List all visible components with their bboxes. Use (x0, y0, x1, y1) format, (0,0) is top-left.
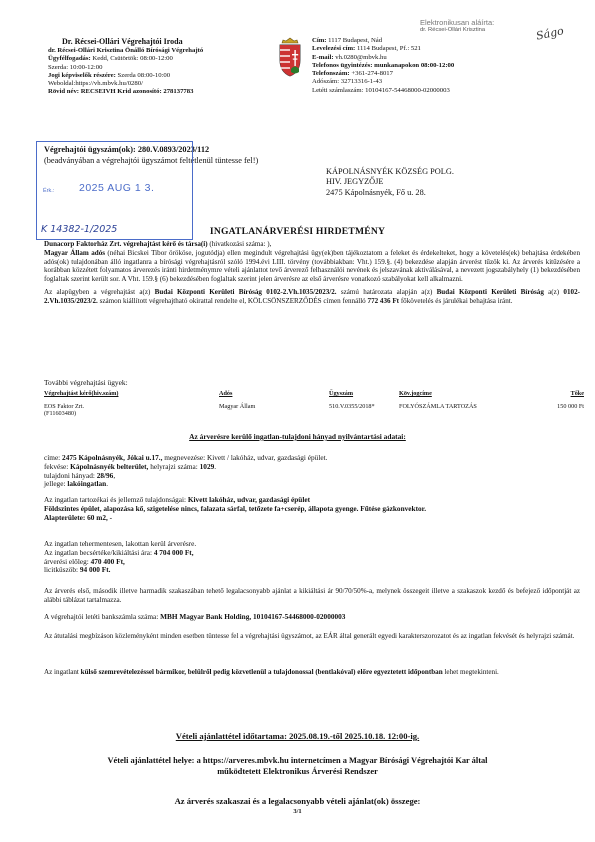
short-name: Rövid név: RECSEIVH Krid azonosító: 278137783 (48, 88, 194, 96)
property-heading: Az árverésre kerülő ingatlan-tulajdoni hányad nyilvántartási adatai: (189, 432, 406, 441)
property-details (44, 496, 580, 522)
phone-hours: Telefonos ügyintézés: munkanapokon 08:00-12:00 (312, 61, 455, 69)
property-share: tulajdoni hányad: 28/96, (44, 470, 116, 480)
case-instruction: (beadványában a végrehajtói ügyszámot feltétlenül tüntesse fel!) (44, 155, 259, 165)
page-number: 3/1 (293, 808, 302, 815)
deposit-account: Letéti számlaszám: 10104167-54468000-02000003 (312, 86, 450, 94)
creditor-cell: EOS Faktor Zrt. (44, 403, 85, 410)
stages-heading: Az árverés szakaszai és a legalacsonyabb vételi ajánlat(ok) összege: (174, 796, 421, 806)
recipient-line-2: HIV. JEGYZŐJE (326, 177, 384, 187)
esign-name: dr. Récsei-Ollári Krisztina (420, 27, 486, 33)
table-header-row (44, 390, 584, 398)
office-hours: Ügyfélfogadás: Kedd, Csütörtök: 08:00-12:00 (48, 55, 173, 63)
property-data (44, 454, 327, 489)
property-type: jellege: lakóingatlan. (44, 479, 109, 489)
column-header: Köv.jogcíme (399, 390, 432, 397)
bank-account: A végrehajtói letéti bankszámla száma: MBH Magyar Bank Holding, 10104167-54468000-02000003 (44, 612, 346, 621)
other-cases-table (44, 390, 584, 418)
intro-paragraph: Magyar Állam adós (néhai Bicskei Tibor örököse, jogutódja) ellen megindult végrehajtási ügy(ek)ben tájékoztatom a feleket és érdekelteket, hogy a követelés(ek) behajtása érdekében adós(ok) tulajdonában álló ingatlanra a bírósági végrehajtásról szóló 1994.évi LIII. törvény (továbbiakban: Vht.) 159.§. (4) bekezdése alapján árverést tűzök ki. Az árverés kitűzésére a korábban közzétett folyamatos árverezés iránti hirdetménymre vételi ajánlattot tevő árverező felhasználói nevének és jelszavának aktiválásával, a nevezett jogszabályhely (1) bekezdésében foglaltak szerint került sor. A Vht. 159.§ (6) bekezdésében foglaltak szerint jelen árverésre az első árverésre vonatkozó szabályokat kell alkalmazni. (44, 248, 580, 284)
offer-place (30, 756, 565, 777)
table-row (44, 403, 584, 418)
recipient-line-3: 2475 Kápolnásnyék, Fő u. 28. (326, 187, 426, 197)
property-area: Alapterülete: 60 m2, - (44, 512, 113, 522)
reason-cell: FOLYÓSZÁMLA TARTOZÁS (399, 403, 477, 410)
office-name: Dr. Récsei-Ollári Végrehajtói Iroda (62, 37, 183, 46)
property-accessories: Az ingatlan tartozékai és jellemző tulajdonságai: Kivett lakóház, udvar, gazdasági épület (44, 495, 311, 504)
stamp-date: 2025 AUG 1 3. (79, 182, 155, 194)
offer-place-line-2: működtetett Elektronikus Árverési Rendszer (217, 766, 378, 776)
electronic-signature (418, 18, 568, 48)
email: E-mail: vh.0280@mbvk.hu (312, 53, 387, 61)
inspection-paragraph: Az ingatlant külső szemrevételezéssel bármikor, belülről pedig közvetlenül a tulajdonossal (bentlakóval) előre egyeztetett időpontban lehet megtekinteni. (44, 668, 499, 676)
property-address: címe: 2475 Kápolnásnyék, Jókai u.17., megnevezése: Kivett / lakóház, udvar, gazdasági épület. (44, 453, 328, 462)
mail-address: Levelezési cím: 1114 Budapest, Pf.: 521 (312, 45, 421, 53)
intro-block (44, 240, 580, 306)
basis-paragraph: Az alapügyben a végrehajtást a(z) Budai Központi Kerületi Bíróság 0102-2.Vh.1035/2023/2. számú határozata alapján a(z) Budai Központi Kerületi Bíróság a(z) 0102-2.Vh.1035/2023/2. számon kiállított végrehajtható okirattal rendelte el, KÖLCSÖNSZERZŐDÉS címen fennálló 772 436 Ft főkövetelés és járulékai behajtása iránt. (44, 287, 580, 305)
page-title: INGATLANÁRVERÉSI HIRDETMÉNY (209, 226, 386, 237)
office-subname: dr. Récsei-Ollári Krisztina Önálló Bírósági Végrehajtó (48, 47, 204, 54)
amount-cell: 150 000 Ft (557, 403, 584, 410)
bid-step: licitküszöb: 94 000 Ft. (44, 565, 111, 575)
column-header: Adós (219, 390, 233, 397)
recipient-line-1: KÁPOLNÁSNYÉK KÖZSÉG POLG. (326, 167, 454, 176)
min-bid-paragraph: Az árverés első, második illetve harmadik szakaszában tehető legalacsonyabb ajánlat a kikiáltási ár 90/70/50%-a, melynek összegeit illetve a szakaszok kezdő és befejező időpontját az alábbi táblázat tartalmazza. (44, 587, 580, 604)
offer-period: Vételi ajánlattétel időtartama: 2025.08.19.-től 2025.10.18. 12:00-ig. (175, 731, 420, 741)
stamp-label: Érk.: (43, 188, 55, 194)
creditor-id-cell: (F11603480) (44, 410, 77, 417)
column-header: Ügyszám (329, 390, 354, 397)
stamp-number: K 14382-1/2025 (41, 224, 118, 235)
column-header: Tőke (570, 390, 584, 397)
debtor-cell: Magyar Állam (219, 403, 256, 410)
transfer-paragraph: Az átutalási megbízáson közleményként minden esetben tüntesse fel a végrehajtási ügyszámot, az EÁR által generált egyedi karakterszorozatot és az ingatlan fekvését és helyrajzi számát. (44, 632, 575, 640)
valuation-block (44, 540, 196, 575)
auction-deposit: árverési előleg: 470 400 Ft, (44, 556, 125, 566)
column-header: Végrehajtást kérő(hiv.szám) (44, 390, 119, 397)
signature-scribble: Ságo (534, 24, 565, 43)
offer-place-line-1: Vételi ajánlattétel helye: a https://arveres.mbvk.hu internetcímen a Magyar Bírósági Végrehajtói Kar által (107, 756, 488, 765)
tax-number: Adószám: 32713316-1-43 (312, 78, 383, 86)
office-hours-2: Szerda: 10:00-12:00 (48, 63, 103, 71)
creditor-line: Dunacorp Faktorház Zrt. végrehajtást kérő és társa(i) (hivatkozási száma: ), (44, 240, 272, 248)
other-cases-label: További végrehajtási ügyek: (44, 378, 128, 387)
address: Cím: 1117 Budapest, Nád (312, 37, 383, 44)
recipient-address (326, 167, 454, 198)
burden-status: Az ingatlan tehermentesen, lakottan kerül árverésre. (44, 539, 197, 548)
coat-of-arms-icon (276, 36, 304, 78)
estimated-value: Az ingatlan becsértéke/kikiáltási ára: 4 704 000 Ft, (44, 547, 194, 557)
case-number: Végrehajtói ügyszám(ok): 280.V.0893/2023/112 (44, 145, 210, 154)
property-description: Földszintes épület, alapozása kő, szigetelése nincs, falazata sárfal, tetőzete fa+cserép, állapota gyenge. Fűtése gázkonvektor. (44, 503, 427, 513)
property-location: fekvése: Kápolnásnyék belterület, helyrajzi száma: 1029. (44, 461, 217, 471)
website: Weboldal:https://vh.mbvk.hu/0280/ (48, 80, 143, 88)
esign-title: Elektronikusan aláírta: (420, 18, 495, 27)
office-header (48, 37, 268, 97)
phone: Telefonszám: +361-274-8017 (312, 70, 393, 78)
rep-hours: Jogi képviselők részére: Szerda 08:00-10:00 (48, 71, 171, 79)
case-cell: 510.V.0355/2018* (329, 403, 375, 410)
